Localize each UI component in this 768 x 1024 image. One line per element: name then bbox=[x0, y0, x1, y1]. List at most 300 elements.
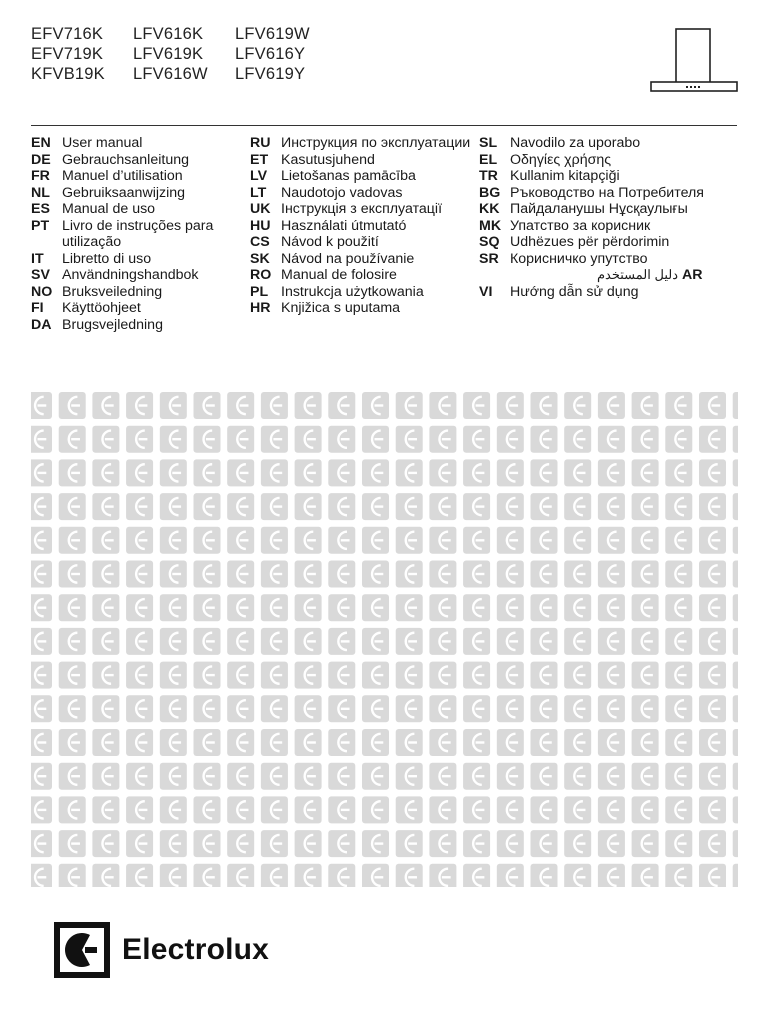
pattern-logo-tile bbox=[126, 426, 153, 453]
pattern-logo-tile bbox=[126, 864, 153, 887]
pattern-logo-tile bbox=[227, 830, 254, 857]
pattern-logo-tile bbox=[126, 796, 153, 823]
pattern-logo-tile bbox=[733, 527, 738, 554]
language-manual-title: Упатство за корисник bbox=[510, 217, 651, 234]
pattern-logo-tile bbox=[160, 561, 187, 588]
pattern-logo-tile bbox=[497, 864, 524, 887]
pattern-logo-tile bbox=[564, 392, 591, 419]
pattern-logo-tile bbox=[328, 729, 355, 756]
pattern-logo-tile bbox=[429, 493, 456, 520]
pattern-logo-tile bbox=[665, 527, 692, 554]
language-code: SV bbox=[31, 267, 50, 283]
pattern-logo-tile bbox=[59, 729, 86, 756]
pattern-logo-tile bbox=[126, 729, 153, 756]
pattern-logo-tile bbox=[564, 527, 591, 554]
language-manual-title: Manual de uso bbox=[62, 201, 156, 217]
pattern-logo-tile bbox=[564, 763, 591, 790]
pattern-logo-tile bbox=[194, 830, 221, 857]
pattern-logo-tile bbox=[497, 392, 524, 419]
pattern-logo-tile bbox=[31, 729, 52, 756]
pattern-logo-tile bbox=[362, 729, 389, 756]
pattern-logo-tile bbox=[362, 864, 389, 887]
pattern-logo-tile bbox=[261, 695, 288, 722]
pattern-logo-tile bbox=[295, 493, 322, 520]
pattern-logo-tile bbox=[429, 864, 456, 887]
pattern-logo-tile bbox=[632, 392, 659, 419]
pattern-logo-tile bbox=[531, 729, 558, 756]
pattern-logo-tile bbox=[665, 392, 692, 419]
language-entry bbox=[250, 234, 475, 251]
pattern-logo-tile bbox=[429, 662, 456, 689]
pattern-logo-tile bbox=[227, 729, 254, 756]
language-code: SL bbox=[479, 135, 498, 151]
pattern-logo-tile bbox=[396, 527, 423, 554]
pattern-logo-tile bbox=[497, 763, 524, 790]
pattern-logo-tile bbox=[328, 527, 355, 554]
language-code: VI bbox=[479, 283, 493, 300]
language-entry bbox=[31, 135, 246, 152]
model-number: LFV619W bbox=[235, 25, 310, 43]
pattern-logo-tile bbox=[429, 527, 456, 554]
language-manual-title: Manuel d’utilisation bbox=[62, 168, 183, 184]
pattern-logo-tile bbox=[632, 527, 659, 554]
pattern-logo-tile bbox=[632, 864, 659, 887]
pattern-logo-tile bbox=[598, 763, 625, 790]
pattern-logo-tile bbox=[160, 426, 187, 453]
pattern-logo-tile bbox=[59, 763, 86, 790]
pattern-logo-tile bbox=[564, 493, 591, 520]
pattern-logo-tile bbox=[362, 493, 389, 520]
pattern-logo-tile bbox=[227, 594, 254, 621]
pattern-logo-tile bbox=[59, 527, 86, 554]
pattern-logo-tile bbox=[396, 729, 423, 756]
language-manual-title: Instrukcja użytkowania bbox=[281, 283, 424, 300]
pattern-logo-tile bbox=[261, 662, 288, 689]
pattern-logo-tile bbox=[497, 830, 524, 857]
pattern-logo-tile bbox=[733, 864, 738, 887]
pattern-logo-tile bbox=[564, 628, 591, 655]
pattern-logo-tile bbox=[227, 796, 254, 823]
pattern-logo-tile bbox=[463, 561, 490, 588]
pattern-logo-tile bbox=[160, 763, 187, 790]
pattern-logo-tile bbox=[92, 662, 119, 689]
pattern-logo-tile bbox=[295, 662, 322, 689]
language-manual-title: Kullanim kitapçiği bbox=[510, 168, 620, 184]
pattern-logo-tile bbox=[733, 426, 738, 453]
pattern-logo-tile bbox=[531, 493, 558, 520]
pattern-logo-tile bbox=[92, 493, 119, 520]
language-code: ET bbox=[250, 151, 269, 168]
pattern-logo-tile bbox=[598, 594, 625, 621]
pattern-logo-tile bbox=[31, 493, 52, 520]
pattern-logo-tile bbox=[396, 662, 423, 689]
pattern-logo-tile bbox=[598, 830, 625, 857]
pattern-logo-tile bbox=[362, 628, 389, 655]
pattern-logo-tile bbox=[194, 392, 221, 419]
pattern-logo-tile bbox=[463, 628, 490, 655]
pattern-logo-tile bbox=[227, 493, 254, 520]
language-manual-title: Knjižica s uputama bbox=[281, 300, 401, 316]
language-manual-title: دليل المستخدم bbox=[597, 267, 679, 282]
pattern-logo-tile bbox=[194, 628, 221, 655]
pattern-logo-tile bbox=[31, 426, 52, 453]
language-entry bbox=[250, 185, 475, 202]
pattern-logo-tile bbox=[194, 493, 221, 520]
pattern-logo-tile bbox=[126, 527, 153, 554]
pattern-logo-tile bbox=[632, 695, 659, 722]
pattern-logo-tile bbox=[632, 662, 659, 689]
brand-block bbox=[54, 922, 269, 978]
language-manual-title: Návod na používanie bbox=[281, 250, 415, 267]
pattern-logo-tile bbox=[362, 561, 389, 588]
pattern-logo-tile bbox=[126, 459, 153, 486]
pattern-logo-tile bbox=[160, 830, 187, 857]
pattern-logo-tile bbox=[295, 527, 322, 554]
pattern-logo-tile bbox=[92, 729, 119, 756]
pattern-logo-tile bbox=[598, 493, 625, 520]
pattern-logo-tile bbox=[194, 594, 221, 621]
language-manual-title: Ръководство на Потребителя bbox=[510, 184, 704, 201]
pattern-logo-tile bbox=[497, 662, 524, 689]
pattern-logo-tile bbox=[59, 864, 86, 887]
pattern-logo-tile bbox=[497, 729, 524, 756]
language-manual-title: Корисничко упутство bbox=[510, 250, 648, 267]
pattern-logo-tile bbox=[531, 796, 558, 823]
pattern-logo-tile bbox=[733, 561, 738, 588]
pattern-logo-tile bbox=[564, 796, 591, 823]
language-code: ES bbox=[31, 201, 50, 217]
pattern-logo-tile bbox=[497, 527, 524, 554]
model-number: LFV616Y bbox=[235, 45, 306, 63]
pattern-logo-tile bbox=[194, 527, 221, 554]
pattern-logo-tile bbox=[665, 426, 692, 453]
pattern-logo-tile bbox=[598, 662, 625, 689]
language-code: SK bbox=[250, 250, 270, 267]
pattern-logo-tile bbox=[92, 561, 119, 588]
pattern-logo-tile bbox=[429, 628, 456, 655]
language-column bbox=[31, 135, 246, 333]
pattern-logo-tile bbox=[665, 628, 692, 655]
pattern-logo-tile bbox=[92, 628, 119, 655]
pattern-logo-tile bbox=[429, 729, 456, 756]
language-manual-title: Οδηγίες χρήσης bbox=[510, 151, 612, 168]
pattern-logo-tile bbox=[632, 628, 659, 655]
pattern-logo-tile bbox=[531, 695, 558, 722]
pattern-logo-tile bbox=[699, 459, 726, 486]
pattern-logo-tile bbox=[665, 459, 692, 486]
pattern-logo-tile bbox=[160, 594, 187, 621]
pattern-logo-tile bbox=[59, 662, 86, 689]
language-entry bbox=[479, 284, 719, 301]
pattern-logo-tile bbox=[733, 662, 738, 689]
pattern-logo-tile bbox=[126, 695, 153, 722]
language-code: NL bbox=[31, 184, 50, 201]
pattern-logo-tile bbox=[733, 628, 738, 655]
pattern-logo-tile bbox=[261, 628, 288, 655]
language-entry bbox=[31, 201, 246, 218]
language-code: PT bbox=[31, 217, 50, 234]
pattern-logo-tile bbox=[699, 561, 726, 588]
pattern-logo-tile bbox=[463, 594, 490, 621]
model-list bbox=[31, 24, 345, 84]
pattern-logo-tile bbox=[92, 763, 119, 790]
pattern-logo-tile bbox=[362, 662, 389, 689]
pattern-logo-tile bbox=[733, 695, 738, 722]
header-divider bbox=[31, 125, 737, 126]
pattern-logo-tile bbox=[396, 695, 423, 722]
pattern-logo-tile bbox=[733, 796, 738, 823]
pattern-logo-tile bbox=[328, 561, 355, 588]
pattern-logo-tile bbox=[598, 426, 625, 453]
pattern-logo-tile bbox=[295, 695, 322, 722]
language-entry bbox=[479, 185, 719, 202]
pattern-logo-tile bbox=[261, 426, 288, 453]
language-entry bbox=[250, 152, 475, 169]
pattern-logo-tile bbox=[92, 459, 119, 486]
language-code: HU bbox=[250, 217, 271, 234]
pattern-logo-tile bbox=[396, 594, 423, 621]
pattern-logo-tile bbox=[699, 796, 726, 823]
pattern-logo-tile bbox=[497, 594, 524, 621]
pattern-logo-tile bbox=[598, 459, 625, 486]
pattern-logo-tile bbox=[59, 830, 86, 857]
pattern-logo-tile bbox=[396, 493, 423, 520]
language-entry bbox=[31, 168, 246, 185]
pattern-logo-tile bbox=[396, 864, 423, 887]
language-entry bbox=[31, 300, 246, 317]
pattern-logo-tile bbox=[429, 392, 456, 419]
language-entry bbox=[31, 152, 246, 169]
pattern-logo-tile bbox=[126, 763, 153, 790]
language-manual-title: Brugsvejledning bbox=[62, 316, 163, 333]
language-entry bbox=[31, 267, 246, 284]
language-entry bbox=[479, 251, 719, 268]
model-number: LFV616K bbox=[133, 25, 204, 43]
pattern-logo-tile bbox=[463, 493, 490, 520]
pattern-logo-tile bbox=[362, 830, 389, 857]
language-column bbox=[250, 135, 475, 317]
language-manual-title: Navodilo za uporabo bbox=[510, 135, 641, 151]
language-manual-title: Användningshandbok bbox=[62, 267, 199, 283]
pattern-logo-tile bbox=[328, 796, 355, 823]
pattern-logo-tile bbox=[531, 628, 558, 655]
pattern-logo-tile bbox=[160, 695, 187, 722]
pattern-logo-tile bbox=[261, 392, 288, 419]
pattern-logo-tile bbox=[362, 695, 389, 722]
pattern-logo-tile bbox=[328, 864, 355, 887]
pattern-logo-tile bbox=[598, 796, 625, 823]
pattern-logo-tile bbox=[328, 392, 355, 419]
pattern-logo-tile bbox=[699, 695, 726, 722]
pattern-logo-tile bbox=[194, 662, 221, 689]
language-code: TR bbox=[479, 168, 498, 184]
electrolux-logo-icon bbox=[54, 922, 110, 978]
language-entry bbox=[479, 135, 719, 152]
pattern-logo-tile bbox=[328, 662, 355, 689]
language-manual-title: Gebrauchsanleitung bbox=[62, 151, 189, 168]
pattern-logo-tile bbox=[699, 392, 726, 419]
pattern-logo-tile bbox=[362, 527, 389, 554]
pattern-logo-tile bbox=[194, 763, 221, 790]
pattern-logo-tile bbox=[531, 426, 558, 453]
pattern-logo-tile bbox=[632, 729, 659, 756]
pattern-logo-tile bbox=[362, 796, 389, 823]
model-number: LFV616W bbox=[133, 65, 208, 83]
model-number: KFVB19K bbox=[31, 65, 105, 83]
pattern-logo-tile bbox=[699, 628, 726, 655]
language-code: LV bbox=[250, 168, 268, 184]
pattern-logo-tile bbox=[126, 493, 153, 520]
pattern-logo-tile bbox=[531, 392, 558, 419]
pattern-logo-tile bbox=[59, 594, 86, 621]
language-code: UK bbox=[250, 201, 271, 217]
language-entry bbox=[479, 218, 719, 235]
language-manual-title: Udhëzues për përdorimin bbox=[510, 234, 670, 250]
pattern-logo-tile bbox=[463, 796, 490, 823]
language-manual-title: Käyttöohjeet bbox=[62, 300, 141, 316]
pattern-logo-tile bbox=[429, 695, 456, 722]
pattern-logo-tile bbox=[328, 628, 355, 655]
language-manual-title: Kasutusjuhend bbox=[281, 151, 375, 168]
pattern-logo-tile bbox=[463, 527, 490, 554]
language-entry bbox=[479, 234, 719, 251]
pattern-logo-tile bbox=[531, 561, 558, 588]
pattern-logo-tile bbox=[227, 695, 254, 722]
pattern-logo-tile bbox=[194, 561, 221, 588]
background-logo-pattern bbox=[31, 389, 738, 887]
pattern-logo-tile bbox=[295, 426, 322, 453]
pattern-logo-tile bbox=[632, 493, 659, 520]
pattern-logo-tile bbox=[665, 763, 692, 790]
pattern-logo-tile bbox=[665, 830, 692, 857]
pattern-logo-tile bbox=[160, 662, 187, 689]
pattern-logo-tile bbox=[531, 830, 558, 857]
pattern-logo-tile bbox=[564, 594, 591, 621]
pattern-logo-tile bbox=[31, 392, 52, 419]
pattern-logo-tile bbox=[92, 527, 119, 554]
pattern-logo-tile bbox=[564, 561, 591, 588]
pattern-logo-tile bbox=[497, 695, 524, 722]
language-entry bbox=[31, 284, 246, 301]
pattern-logo-tile bbox=[497, 628, 524, 655]
pattern-logo-tile bbox=[665, 493, 692, 520]
pattern-logo-tile bbox=[632, 796, 659, 823]
pattern-logo-tile bbox=[665, 796, 692, 823]
language-code: EN bbox=[31, 135, 51, 151]
pattern-logo-tile bbox=[699, 594, 726, 621]
pattern-logo-tile bbox=[261, 830, 288, 857]
pattern-logo-tile bbox=[261, 459, 288, 486]
language-entry bbox=[250, 300, 475, 317]
pattern-logo-tile bbox=[227, 527, 254, 554]
cooker-hood-icon bbox=[648, 28, 740, 94]
pattern-logo-tile bbox=[733, 493, 738, 520]
pattern-logo-tile bbox=[598, 729, 625, 756]
language-code: KK bbox=[479, 201, 500, 217]
language-manual-title: Návod k použití bbox=[281, 234, 379, 250]
pattern-logo-tile bbox=[328, 763, 355, 790]
pattern-logo-tile bbox=[227, 426, 254, 453]
pattern-logo-tile bbox=[59, 796, 86, 823]
pattern-logo-tile bbox=[31, 459, 52, 486]
pattern-logo-tile bbox=[227, 864, 254, 887]
pattern-logo-tile bbox=[295, 459, 322, 486]
language-code: HR bbox=[250, 300, 271, 316]
pattern-logo-tile bbox=[699, 426, 726, 453]
pattern-logo-tile bbox=[261, 493, 288, 520]
pattern-logo-tile bbox=[31, 695, 52, 722]
pattern-logo-tile bbox=[531, 459, 558, 486]
pattern-logo-tile bbox=[59, 628, 86, 655]
pattern-logo-tile bbox=[31, 527, 52, 554]
pattern-logo-tile bbox=[665, 662, 692, 689]
pattern-logo-tile bbox=[564, 864, 591, 887]
pattern-logo-tile bbox=[261, 561, 288, 588]
language-manual-title: Gebruiksaanwijzing bbox=[62, 184, 186, 201]
pattern-logo-tile bbox=[598, 695, 625, 722]
pattern-logo-tile bbox=[328, 493, 355, 520]
pattern-logo-tile bbox=[328, 459, 355, 486]
pattern-logo-tile bbox=[598, 864, 625, 887]
language-code: IT bbox=[31, 250, 44, 267]
language-manual-title: Használati útmutató bbox=[281, 217, 407, 234]
pattern-logo-tile bbox=[126, 594, 153, 621]
pattern-logo-tile bbox=[463, 459, 490, 486]
pattern-logo-tile bbox=[429, 426, 456, 453]
pattern-logo-tile bbox=[564, 729, 591, 756]
pattern-logo-tile bbox=[126, 662, 153, 689]
language-code: NO bbox=[31, 283, 53, 300]
pattern-logo-tile bbox=[497, 561, 524, 588]
pattern-logo-tile bbox=[733, 763, 738, 790]
language-code: DE bbox=[31, 151, 51, 168]
pattern-logo-tile bbox=[362, 594, 389, 621]
pattern-logo-tile bbox=[497, 796, 524, 823]
pattern-logo-tile bbox=[497, 459, 524, 486]
pattern-logo-tile bbox=[362, 459, 389, 486]
pattern-logo-tile bbox=[92, 830, 119, 857]
pattern-logo-tile bbox=[295, 594, 322, 621]
pattern-logo-tile bbox=[227, 561, 254, 588]
pattern-logo-tile bbox=[733, 729, 738, 756]
pattern-logo-tile bbox=[126, 561, 153, 588]
pattern-logo-tile bbox=[396, 763, 423, 790]
language-manual-title: Bruksveiledning bbox=[62, 283, 163, 300]
pattern-logo-tile bbox=[598, 392, 625, 419]
pattern-logo-tile bbox=[632, 594, 659, 621]
language-column bbox=[479, 135, 719, 300]
language-manual-title: Инструкция по эксплуатации bbox=[281, 135, 471, 151]
language-entry bbox=[250, 267, 475, 284]
language-code: AR bbox=[682, 267, 703, 283]
pattern-logo-tile bbox=[429, 594, 456, 621]
pattern-logo-tile bbox=[92, 426, 119, 453]
pattern-logo-tile bbox=[92, 864, 119, 887]
pattern-logo-tile bbox=[733, 459, 738, 486]
pattern-logo-tile bbox=[160, 527, 187, 554]
pattern-logo-tile bbox=[463, 864, 490, 887]
pattern-logo-tile bbox=[328, 594, 355, 621]
pattern-logo-tile bbox=[463, 392, 490, 419]
pattern-logo-tile bbox=[699, 729, 726, 756]
pattern-logo-tile bbox=[699, 864, 726, 887]
language-entry bbox=[250, 251, 475, 268]
pattern-logo-tile bbox=[194, 796, 221, 823]
pattern-logo-tile bbox=[699, 830, 726, 857]
pattern-logo-tile bbox=[497, 493, 524, 520]
language-code: SR bbox=[479, 250, 499, 267]
language-entry bbox=[479, 267, 719, 284]
